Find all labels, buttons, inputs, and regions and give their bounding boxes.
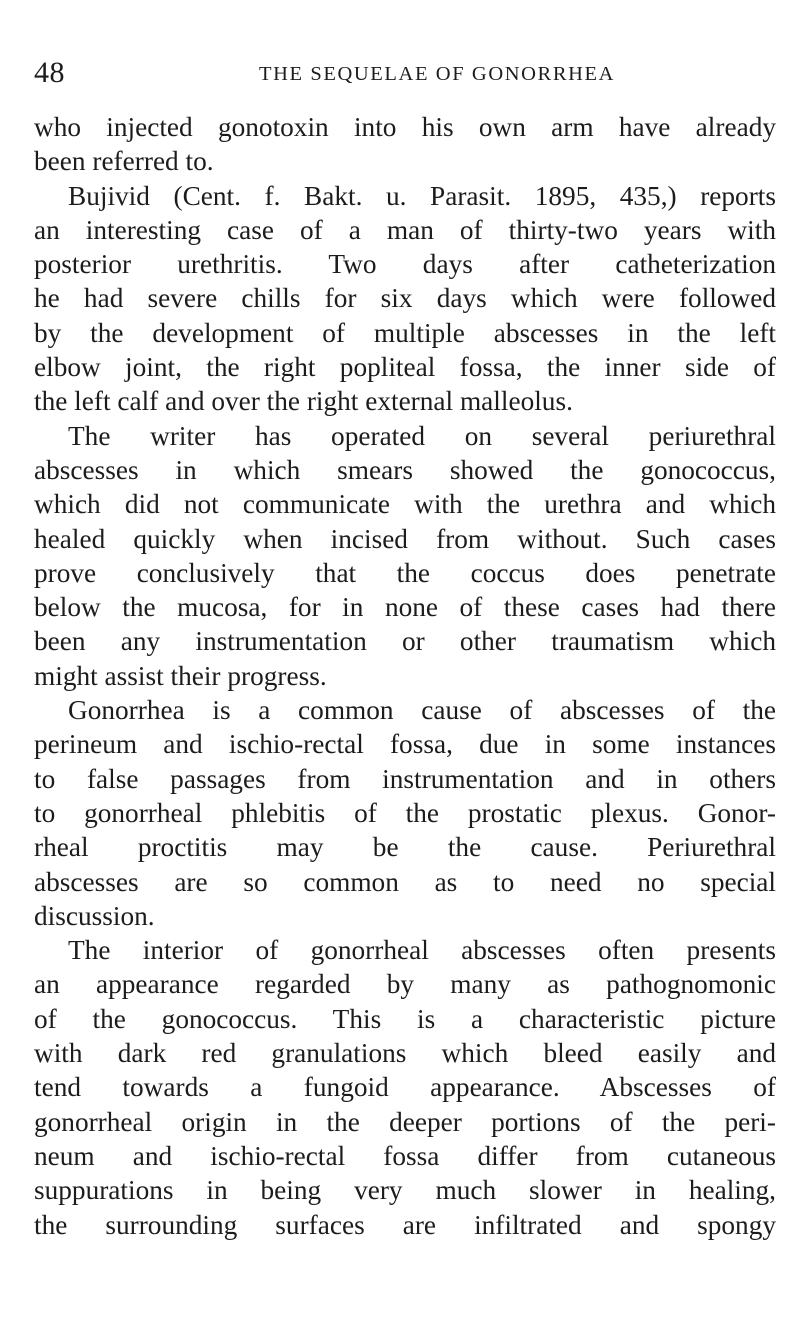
text-line: prove conclusively that the coccus does penetrate [34, 557, 776, 588]
text-line: below the mucosa, for in none of these cases had there [34, 592, 776, 623]
text-line: perineum and ischio-rectal fossa, due in some instances [34, 729, 776, 760]
body-text [34, 110, 776, 1242]
text-line: elbow joint, the right popliteal fossa, the inner side of [34, 352, 776, 383]
running-head [34, 56, 774, 92]
text-line: suppurations in being very much slower in healing, [34, 1175, 776, 1206]
text-line: the surrounding surfaces are infiltrated and spongy [34, 1209, 776, 1240]
running-title: THE SEQUELAE OF GONORRHEA [259, 63, 616, 85]
text-line: tend towards a fungoid appearance. Abscesses of [34, 1072, 776, 1103]
text-line: might assist their progress. [34, 660, 327, 691]
text-line: an appearance regarded by many as pathognomonic [34, 969, 776, 1000]
text-line: been referred to. [34, 146, 214, 177]
paragraph-first-line: Gonorrhea is a common cause of abscesses of the [68, 695, 776, 726]
text-line: gonorrheal origin in the deeper portions of the peri- [34, 1106, 776, 1137]
text-line: been any instrumentation or other traumatism which [34, 626, 776, 657]
paragraph-first-line: Bujivid (Cent. f. Bakt. u. Parasit. 1895, 435,) reports [68, 180, 776, 211]
text-line: abscesses in which smears showed the gonococcus, [34, 454, 776, 485]
text-line: neum and ischio-rectal fossa differ from cutaneous [34, 1140, 776, 1171]
text-line: abscesses are so common as to need no special [34, 866, 776, 897]
paragraph-first-line: The writer has operated on several periurethral [68, 420, 776, 451]
text-line: rheal proctitis may be the cause. Periurethral [34, 832, 776, 863]
text-line: posterior urethritis. Two days after catheterization [34, 249, 776, 280]
paragraph-first-line: The interior of gonorrheal abscesses often presents [68, 935, 776, 966]
text-line: of the gonococcus. This is a characteristic picture [34, 1003, 776, 1034]
text-line: which did not communicate with the urethra and which [34, 489, 776, 520]
text-line: healed quickly when incised from without. Such cases [34, 523, 776, 554]
text-line: the left calf and over the right external malleolus. [34, 386, 573, 417]
text-line: he had severe chills for six days which were followed [34, 283, 776, 314]
text-line: an interesting case of a man of thirty-two years with [34, 214, 776, 245]
text-line: who injected gonotoxin into his own arm have already [34, 112, 776, 142]
text-line: discussion. [34, 900, 155, 931]
text-line: with dark red granulations which bleed easily and [34, 1038, 776, 1069]
text-line: to gonorrheal phlebitis of the prostatic plexus. Gonor- [34, 797, 776, 828]
text-line: to false passages from instrumentation and in others [34, 763, 776, 794]
text-line: by the development of multiple abscesses in the left [34, 317, 776, 348]
page-number: 48 [34, 56, 65, 89]
